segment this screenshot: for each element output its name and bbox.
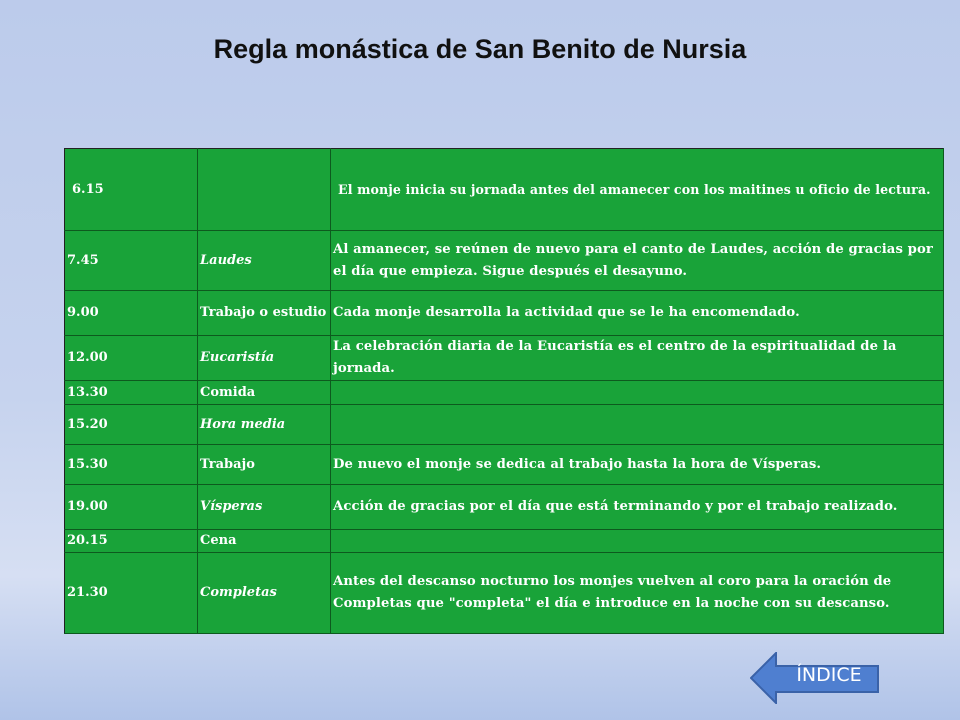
activity-cell bbox=[198, 149, 331, 231]
description-cell: La celebración diaria de la Eucaristía es el centro de la espiritualidad de la jornada. bbox=[331, 336, 944, 381]
table-row bbox=[65, 530, 944, 553]
time-cell: 19.00 bbox=[65, 485, 198, 530]
description-cell bbox=[331, 530, 944, 553]
table-row bbox=[65, 231, 944, 291]
description-cell: Al amanecer, se reúnen de nuevo para el canto de Laudes, acción de gracias por el día que empieza. Sigue después el desayuno. bbox=[331, 231, 944, 291]
activity-cell: Trabajo bbox=[198, 445, 331, 485]
description-cell bbox=[331, 381, 944, 405]
time-cell: 12.00 bbox=[65, 336, 198, 381]
time-cell: 9.00 bbox=[65, 291, 198, 336]
table-row bbox=[65, 485, 944, 530]
description-cell: Acción de gracias por el día que está terminando y por el trabajo realizado. bbox=[331, 485, 944, 530]
activity-cell: Completas bbox=[198, 553, 331, 634]
indice-label: ÍNDICE bbox=[796, 664, 862, 686]
table-row bbox=[65, 336, 944, 381]
time-cell: 6.15 bbox=[65, 149, 198, 231]
activity-cell: Comida bbox=[198, 381, 331, 405]
description-cell bbox=[331, 405, 944, 445]
page-title: Regla monástica de San Benito de Nursia bbox=[213, 34, 747, 64]
table-row bbox=[65, 149, 944, 231]
indice-button[interactable] bbox=[750, 652, 880, 704]
time-cell: 20.15 bbox=[65, 530, 198, 553]
time-cell: 7.45 bbox=[65, 231, 198, 291]
time-cell: 15.30 bbox=[65, 445, 198, 485]
description-cell: El monje inicia su jornada antes del amanecer con los maitines u oficio de lectura. bbox=[331, 149, 944, 231]
description-cell: Antes del descanso nocturno los monjes vuelven al coro para la oración de Completas que "completa" el día e introduce en la noche con su descanso. bbox=[331, 553, 944, 634]
activity-cell: Laudes bbox=[198, 231, 331, 291]
activity-cell: Trabajo o estudio bbox=[198, 291, 331, 336]
activity-cell: Eucaristía bbox=[198, 336, 331, 381]
activity-cell: Cena bbox=[198, 530, 331, 553]
activity-cell: Vísperas bbox=[198, 485, 331, 530]
table-row bbox=[65, 291, 944, 336]
schedule-table bbox=[64, 148, 944, 634]
time-cell: 21.30 bbox=[65, 553, 198, 634]
table-row bbox=[65, 553, 944, 634]
description-cell: Cada monje desarrolla la actividad que se le ha encomendado. bbox=[331, 291, 944, 336]
description-cell: De nuevo el monje se dedica al trabajo hasta la hora de Vísperas. bbox=[331, 445, 944, 485]
time-cell: 15.20 bbox=[65, 405, 198, 445]
time-cell: 13.30 bbox=[65, 381, 198, 405]
table-row bbox=[65, 405, 944, 445]
table-row bbox=[65, 445, 944, 485]
table-row bbox=[65, 381, 944, 405]
activity-cell: Hora media bbox=[198, 405, 331, 445]
